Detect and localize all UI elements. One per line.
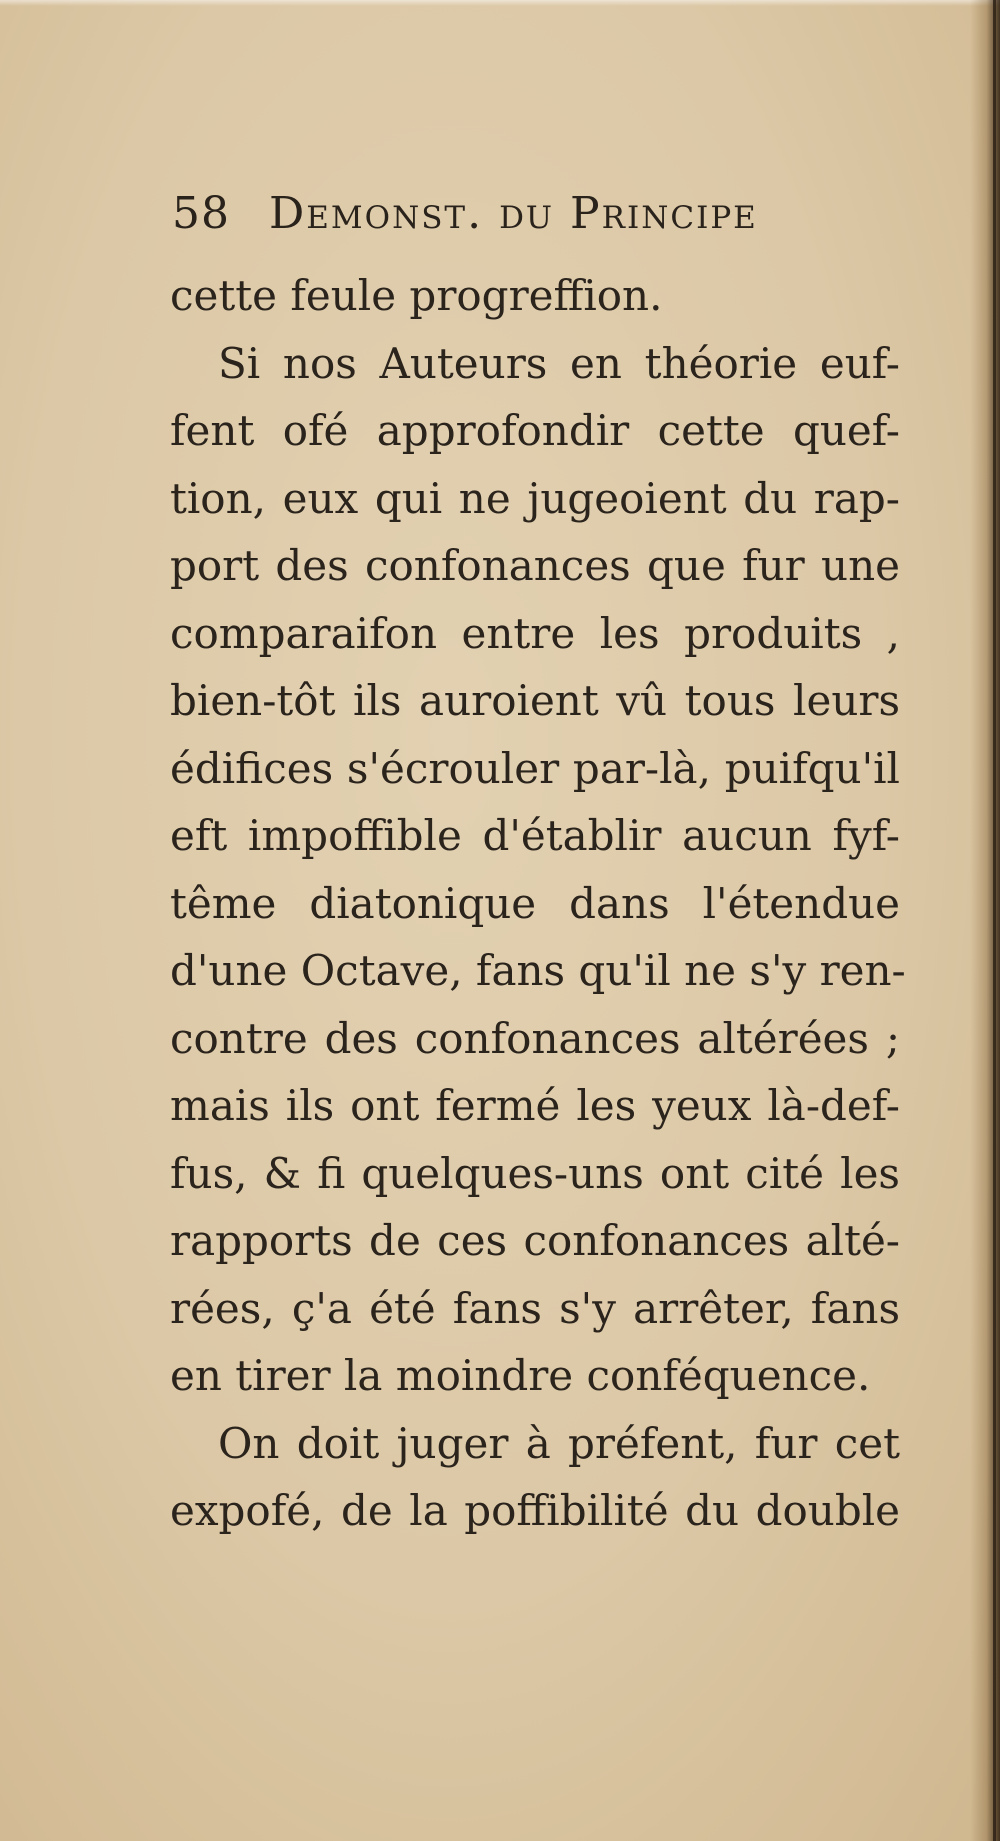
text-line: d'une Octave, fans qu'il ne s'y ren- bbox=[170, 946, 906, 995]
text-line: mais ils ont fermé les yeux là-def- bbox=[170, 1081, 900, 1130]
running-head bbox=[172, 188, 758, 239]
text-line: fent ofé approfondir cette quef- bbox=[170, 406, 900, 455]
text-line: en tirer la moindre conféquence. bbox=[170, 1351, 871, 1400]
text-line: port des confonances que fur une bbox=[170, 541, 900, 590]
text-line: eft impoffible d'établir aucun fyf- bbox=[170, 811, 900, 860]
text-line: contre des confonances altérées ; bbox=[170, 1013, 900, 1063]
text-line: fus, & fi quelques-uns ont cité les bbox=[170, 1148, 900, 1198]
text-line: tême diatonique dans l'étendue bbox=[170, 878, 900, 928]
text-line: bien-tôt ils auroient vû tous leurs bbox=[170, 676, 900, 725]
text-line: rapports de ces confonances alté- bbox=[170, 1216, 900, 1265]
text-line: On doit juger à préfent, fur cet bbox=[218, 1418, 900, 1468]
running-head-title: Demonst. du Principe bbox=[269, 188, 758, 239]
body-text bbox=[170, 262, 906, 1545]
text-line: Si nos Auteurs en théorie euf- bbox=[218, 338, 900, 388]
page-edge-line bbox=[993, 0, 996, 1841]
text-line: tion, eux qui ne jugeoient du rap- bbox=[170, 473, 900, 523]
page-number: 58 bbox=[172, 188, 230, 239]
text-line: édifices s'écrouler par-là, puifqu'il bbox=[170, 743, 900, 793]
text-line: expofé, de la poffibilité du double bbox=[170, 1486, 900, 1535]
text-line: comparaifon entre les produits , bbox=[170, 608, 900, 658]
text-line: rées, ç'a été fans s'y arrêter, fans bbox=[170, 1283, 900, 1333]
text-line: cette feule progreffion. bbox=[170, 271, 663, 320]
